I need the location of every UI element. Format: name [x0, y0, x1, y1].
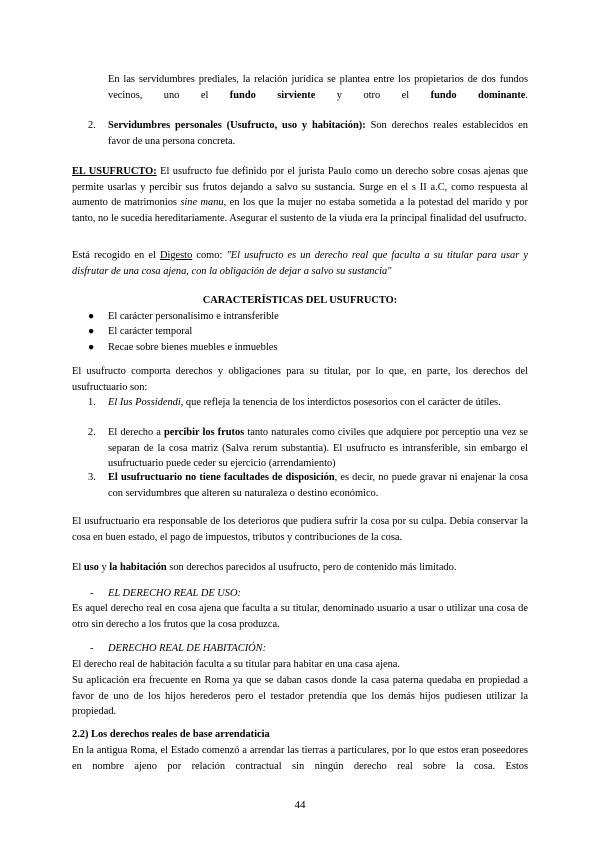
bullet-dot: ● [88, 342, 95, 353]
derechos-intro: El usufructo comporta derechos y obligaciones para su titular, por lo que, en parte, los derechos del usufructuario son: [72, 366, 528, 393]
servidumbres-personales-paragraph: Servidumbres personales (Usufructo, uso y habitación): Son derechos reales establecidos en favor de una persona concreta. [108, 120, 528, 147]
ius-possidendi-item: El Ius Possidendi, que refleja la tenencia de los interdictos posesorios con el carácter de útiles. [108, 397, 501, 408]
uso-habitacion-paragraph: El uso y la habitación son derechos parecidos al usufructo, pero de contenido más limitado. [72, 562, 457, 573]
section-2-2-paragraph: En la antigua Roma, el Estado comenzó a arrendar las tierras a particulares, por lo que estos eran poseedores en nombre ajeno por relación contractual sin ningún derecho real sobre la cosa. Estos [72, 745, 528, 772]
bullet-dot: ● [88, 311, 95, 322]
item-number-1: 1. [88, 397, 96, 408]
dash-marker: - [90, 588, 94, 599]
servidumbres-prediales-paragraph: En las servidumbres prediales, la relación jurídica se plantea entre los propietarios de dos fundos vecinos, uno el fundo sirviente y otro el fundo dominante. [108, 74, 529, 101]
uso-heading: EL DERECHO REAL DE USO: [108, 588, 241, 599]
responsable-paragraph: El usufructuario era responsable de los deterioros que pudiera sufrir la cosa por su culpa. Debía conservar la cosa en buen estado, el pago de impuestos, tributos y contribuciones de la cosa. [72, 516, 528, 543]
habitacion-paragraph-1: El derecho real de habitación faculta a su titular para habitar en una casa ajena. [72, 659, 401, 670]
item-number-2: 2. [88, 120, 96, 131]
usufructo-paragraph: EL USUFRUCTO: El usufructo fue definido por el jurista Paulo como un derecho sobre cosas ajenas que permite usarlas y percibir sus frutos dejando a salvo su sustancia. Surge en el s II a.C, como respuesta al aumento de matrimonios sine manu, en los que la mujer no estaba sometida a la potestad del marido y por tanto, no le sucedía hereditariamente. Asegurar el sustento de la viuda era la principal finalidad del usufructo. [72, 166, 528, 224]
item-number-2: 2. [88, 427, 96, 438]
page-number: 44 [294, 799, 306, 811]
habitacion-paragraph-2: Su aplicación era frecuente en Roma ya que se daban casos donde la casa paterna quedaba en propiedad a favor de uno de los hijos herederos pero el testador pretendía que los demás hijos pudiesen utilizar la propiedad. [72, 675, 528, 718]
digesto-paragraph: Está recogido en el Digesto como: "El usufructo es un derecho real que faculta a su titular para usar y disfrutar de una cosa ajena, con la obligación de dejar a salvo su sustancia" [72, 250, 528, 277]
uso-paragraph: Es aquel derecho real en cosa ajena que faculta a su titular, denominado usuario a usar o utilizar una cosa de otro sin derecho a los frutos que la cosa produzca. [72, 603, 528, 630]
bullet-item: El carácter personalísimo e intransferible [108, 311, 279, 322]
caracteristicas-heading: CARACTERÍSTICAS DEL USUFRUCTO: [202, 295, 398, 306]
dash-marker: - [90, 643, 94, 654]
section-2-2-heading: 2.2) Los derechos reales de base arrendaticia [72, 729, 270, 740]
habitacion-heading: DERECHO REAL DE HABITACIÓN: [108, 643, 267, 654]
facultades-disposicion-item: El usufructuario no tiene facultades de disposición, es decir, no puede gravar ni enajenar la cosa con servidumbres que alteren su naturaleza o destino económico. [108, 472, 529, 499]
bullet-item: Recae sobre bienes muebles e inmuebles [108, 342, 278, 353]
bullet-dot: ● [88, 326, 95, 337]
percibir-frutos-item: El derecho a percibir los frutos tanto naturales como civiles que adquiere por perceptio una vez se separan de la cosa matriz (Salva rerum substantia). El usufructo es intransferible, sin embargo el usufructuario puede ceder su ejercicio (arrendamiento) [108, 427, 528, 470]
item-number-3: 3. [88, 472, 96, 483]
bullet-item: El carácter temporal [108, 326, 193, 337]
